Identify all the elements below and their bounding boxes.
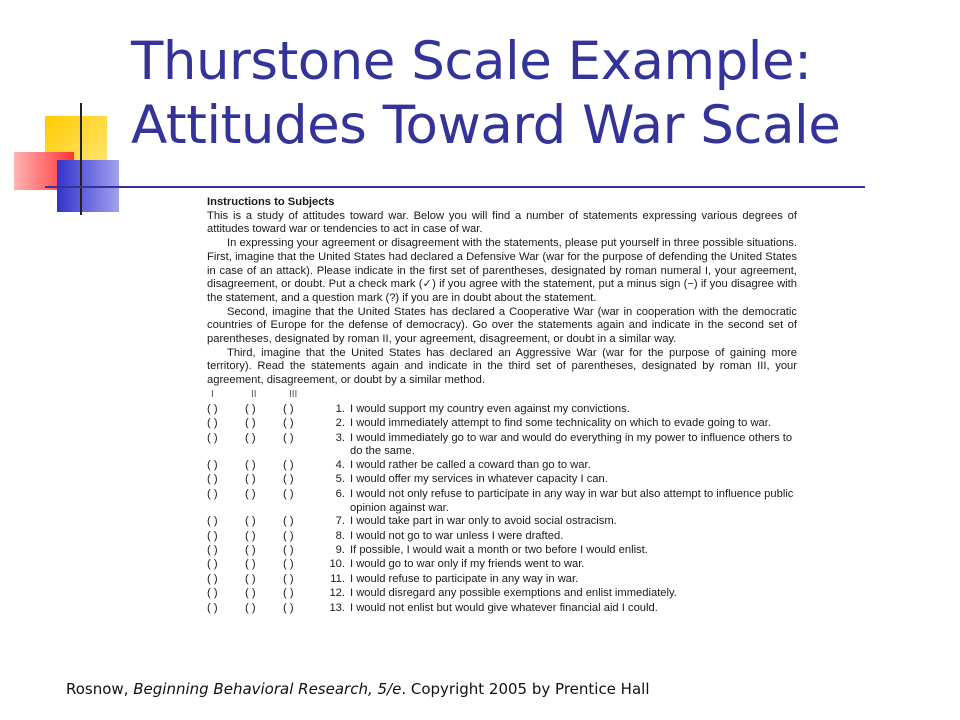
statement-text: I would rather be called a coward than go to war.: [350, 459, 591, 472]
table-row: [207, 602, 797, 616]
response-parentheses: ( ): [283, 544, 294, 556]
column-header-i: I: [211, 388, 214, 400]
statement-text: If possible, I would wait a month or two before I would enlist.: [350, 544, 648, 556]
statement-number: 10.: [329, 558, 345, 571]
response-parentheses: ( ): [283, 459, 294, 472]
title-underline: [45, 186, 865, 188]
statement-number: 9.: [335, 544, 345, 556]
response-parentheses: ( ): [207, 601, 218, 614]
table-row: [207, 473, 797, 487]
table-row: [207, 432, 797, 459]
instructions-paragraph: Third, imagine that the United States has declared an Aggressive War (war for the purpose of gaining more territory). Read the statements again and indicate in the third set of parentheses, designated by roman III, your agreement, disagreement, or doubt by a similar method.: [207, 346, 797, 387]
statement-text: I would support my country even against my convictions.: [350, 402, 630, 415]
response-parentheses: ( ): [207, 487, 218, 500]
response-parentheses: ( ): [283, 487, 294, 500]
response-parentheses: ( ): [207, 515, 218, 528]
statement-number: 8.: [335, 529, 345, 542]
response-parentheses: ( ): [245, 529, 256, 542]
instructions-paragraph: In expressing your agreement or disagreement with the statements, please put yourself in three possible situations. First, imagine that the United States had declared a Defensive War (war for the purpose of defending the United States in case of an attack). Please indicate in the first set of parentheses, designated by roman numeral I, your agreement, disagreement, or doubt. Put a check mark (✓) if you agree with the statement, put a minus sign (−) if you disagree with the statement, and a question mark (?) if you are in doubt about the statement.: [207, 237, 797, 304]
footer-author: Rosnow,: [66, 680, 134, 698]
table-row: [207, 544, 797, 558]
response-parentheses: ( ): [207, 544, 218, 556]
statement-text: I would offer my services in whatever capacity I can.: [350, 473, 608, 486]
statement-number: 5.: [335, 473, 345, 486]
statement-number: 3.: [335, 431, 345, 444]
statement-number: 11.: [330, 572, 345, 585]
response-parentheses: ( ): [207, 529, 218, 542]
response-parentheses: ( ): [245, 572, 256, 585]
table-row: [207, 587, 797, 601]
response-parentheses: ( ): [245, 558, 256, 571]
instructions-paragraph: Second, imagine that the United States has declared a Cooperative War (war in cooperation with the democratic countries of Europe for the defense of democracy). Go over the statements again and indicate in the second set of parentheses, designated by roman II, your agreement, disagreement, or doubt in a similar way.: [207, 305, 797, 346]
response-parentheses: ( ): [283, 529, 294, 542]
statement-number: 12.: [329, 587, 345, 600]
response-parentheses: ( ): [245, 417, 256, 430]
statement-number: 2.: [335, 417, 345, 430]
response-parentheses: ( ): [207, 431, 218, 444]
column-header-ii: II: [251, 388, 257, 400]
response-parentheses: ( ): [283, 402, 294, 415]
instructions-paragraph: This is a study of attitudes toward war. Below you will find a number of statements expressing various degrees of attitudes toward war or tendencies to act in case of war.: [207, 209, 797, 236]
response-parentheses: ( ): [245, 473, 256, 486]
response-parentheses: ( ): [245, 601, 256, 614]
statement-text: I would not enlist but would give whatever financial aid I could.: [350, 601, 658, 614]
table-row: [207, 515, 797, 529]
response-parentheses: ( ): [245, 459, 256, 472]
response-parentheses: ( ): [283, 587, 294, 600]
slide-title-line2: Attitudes Toward War Scale: [131, 95, 841, 156]
table-row: [207, 558, 797, 572]
response-parentheses: ( ): [207, 459, 218, 472]
citation-footer: [66, 680, 650, 698]
response-parentheses: ( ): [245, 487, 256, 500]
response-parentheses: ( ): [245, 402, 256, 415]
statement-text: I would take part in war only to avoid social ostracism.: [350, 515, 617, 528]
response-parentheses: ( ): [207, 572, 218, 585]
table-row: [207, 459, 797, 473]
statement-number: 4.: [335, 459, 345, 472]
response-parentheses: ( ): [245, 587, 256, 600]
statement-number: 1.: [335, 402, 345, 415]
response-parentheses: ( ): [283, 431, 294, 444]
response-parentheses: ( ): [283, 572, 294, 585]
response-parentheses: ( ): [283, 473, 294, 486]
statement-text: I would not only refuse to participate in any way in war but also attempt to influence public opinion against war.: [350, 487, 794, 514]
response-parentheses: ( ): [207, 558, 218, 571]
response-parentheses: ( ): [245, 544, 256, 556]
statement-text: I would immediately go to war and would do everything in my power to influence others to do the same.: [350, 431, 793, 458]
response-parentheses: ( ): [207, 402, 218, 415]
statement-number: 6.: [335, 487, 345, 500]
response-parentheses: ( ): [207, 473, 218, 486]
response-parentheses: ( ): [207, 587, 218, 600]
footer-copyright: . Copyright 2005 by Prentice Hall: [401, 680, 650, 698]
statement-number: 13.: [329, 601, 345, 614]
slide-title: [131, 30, 931, 158]
questionnaire-image: [207, 196, 797, 616]
statement-list: [207, 403, 797, 616]
response-parentheses: ( ): [245, 515, 256, 528]
statement-text: I would go to war only if my friends went to war.: [350, 558, 585, 571]
response-parentheses: ( ): [283, 417, 294, 430]
instructions-heading: Instructions to Subjects: [207, 196, 335, 208]
statement-number: 7.: [335, 515, 345, 528]
column-header-iii: III: [289, 388, 298, 400]
response-parentheses: ( ): [283, 515, 294, 528]
deco-vertical-line: [80, 103, 82, 215]
table-row: [207, 403, 797, 417]
response-parentheses: ( ): [283, 601, 294, 614]
table-row: [207, 488, 797, 515]
slide-title-line1: Thurstone Scale Example:: [131, 31, 812, 92]
response-parentheses: ( ): [283, 558, 294, 571]
table-row: [207, 530, 797, 544]
statement-text: I would disregard any possible exemptions and enlist immediately.: [350, 587, 677, 600]
statement-text: I would refuse to participate in any way in war.: [350, 572, 579, 585]
response-parentheses: ( ): [207, 417, 218, 430]
response-parentheses: ( ): [245, 431, 256, 444]
footer-book-title: Beginning Behavioral Research, 5/e: [133, 680, 402, 698]
table-row: [207, 573, 797, 587]
column-headers: [207, 388, 797, 401]
statement-text: I would immediately attempt to find some technicality on which to evade going to war.: [350, 417, 771, 430]
table-row: [207, 417, 797, 431]
statement-text: I would not go to war unless I were drafted.: [350, 529, 564, 542]
